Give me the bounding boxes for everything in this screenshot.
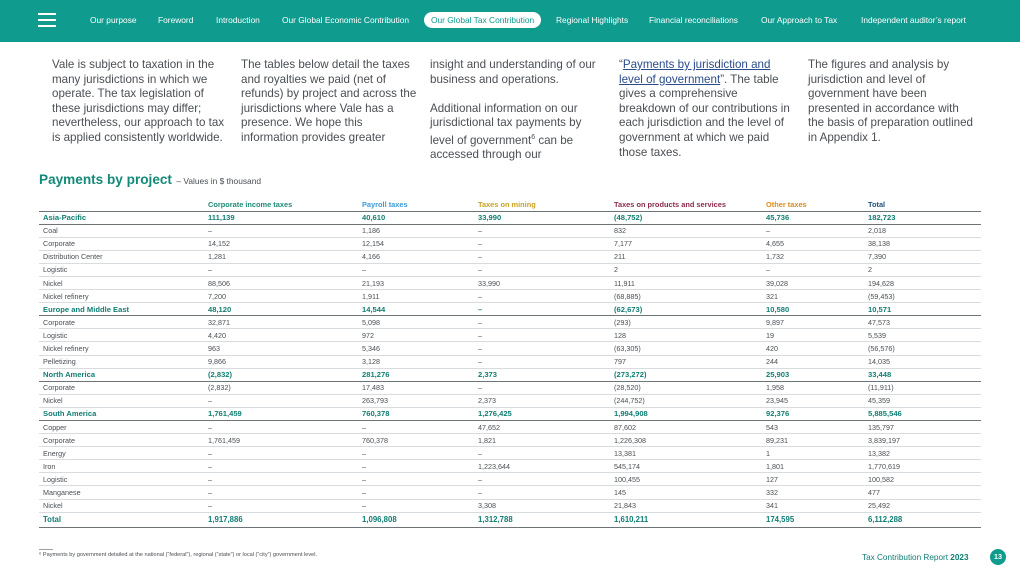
table-cell: – xyxy=(204,224,358,237)
row-label: Energy xyxy=(39,447,204,460)
table-cell: (293) xyxy=(610,316,762,329)
row-label: Corporate xyxy=(39,434,204,447)
table-cell: 2 xyxy=(610,263,762,276)
intro-column-4-text: ”. The table gives a comprehensive breakdown of our contributions in each jurisdiction and the level of government at which we paid those taxes. xyxy=(619,72,790,159)
table-cell: 127 xyxy=(762,473,864,486)
table-cell: – xyxy=(474,250,610,263)
row-label: Corporate xyxy=(39,381,204,394)
table-cell: 25,492 xyxy=(864,499,981,512)
table-cell: 45,736 xyxy=(762,211,864,224)
table-cell: – xyxy=(474,224,610,237)
table-cell: 14,544 xyxy=(358,303,474,316)
table-row xyxy=(39,499,981,512)
table-cell: 2,373 xyxy=(474,368,610,381)
nav-financial-reconciliations[interactable]: Financial reconciliations xyxy=(649,15,738,25)
row-label: Logistic xyxy=(39,473,204,486)
table-cell: 7,390 xyxy=(864,250,981,263)
row-label: Iron xyxy=(39,460,204,473)
top-navigation xyxy=(0,0,1020,42)
table-row xyxy=(39,394,981,407)
table-cell: 797 xyxy=(610,355,762,368)
row-label: Total xyxy=(39,512,204,527)
table-cell: – xyxy=(358,473,474,486)
table-cell: – xyxy=(474,355,610,368)
table-cell: 12,154 xyxy=(358,237,474,250)
table-cell: 477 xyxy=(864,486,981,499)
nav-regional-highlights[interactable]: Regional Highlights xyxy=(556,15,629,25)
payments-by-project-table xyxy=(39,199,981,528)
table-cell: – xyxy=(204,486,358,499)
table-cell: 33,990 xyxy=(474,276,610,289)
table-cell: (273,272) xyxy=(610,368,762,381)
table-cell: 7,177 xyxy=(610,237,762,250)
table-cell: – xyxy=(474,447,610,460)
table-cell: – xyxy=(358,499,474,512)
table-cell: 88,506 xyxy=(204,276,358,289)
table-cell: (48,752) xyxy=(610,211,762,224)
table-cell: 1,096,808 xyxy=(358,512,474,527)
table-row xyxy=(39,224,981,237)
intro-column-2: The tables below detail the taxes and royalties we paid (net of refunds) by project and across the jurisdictions where Vale has a presence. We hope this information provides greater xyxy=(241,58,417,144)
table-cell: (11,911) xyxy=(864,381,981,394)
table-cell: 111,139 xyxy=(204,211,358,224)
table-cell: 972 xyxy=(358,329,474,342)
menu-icon[interactable] xyxy=(38,13,56,27)
table-row xyxy=(39,434,981,447)
table-cell: 4,655 xyxy=(762,237,864,250)
table-cell: 3,128 xyxy=(358,355,474,368)
row-label: Copper xyxy=(39,421,204,434)
table-cell: – xyxy=(474,316,610,329)
table-cell: – xyxy=(204,447,358,460)
table-cell: – xyxy=(474,237,610,250)
table-cell: 1,226,308 xyxy=(610,434,762,447)
nav-independent-auditors-report[interactable]: Independent auditor’s report xyxy=(861,15,966,25)
page-number-badge: 13 xyxy=(990,549,1006,565)
table-cell: 14,152 xyxy=(204,237,358,250)
table-row xyxy=(39,355,981,368)
table-cell: 545,174 xyxy=(610,460,762,473)
table-cell: 1,761,459 xyxy=(204,407,358,420)
region-row xyxy=(39,211,981,224)
table-cell: – xyxy=(358,263,474,276)
table-cell: (244,752) xyxy=(610,394,762,407)
table-cell: 211 xyxy=(610,250,762,263)
row-label: Pelletizing xyxy=(39,355,204,368)
intro-column-4 xyxy=(619,58,795,160)
table-cell: 13,382 xyxy=(864,447,981,460)
row-label: Manganese xyxy=(39,486,204,499)
table-cell: 89,231 xyxy=(762,434,864,447)
table-cell: 92,376 xyxy=(762,407,864,420)
table-cell: – xyxy=(204,394,358,407)
report-title: Tax Contribution Report xyxy=(862,553,949,562)
nav-our-purpose[interactable]: Our purpose xyxy=(90,15,137,25)
table-cell: 3,308 xyxy=(474,499,610,512)
table-cell: 281,276 xyxy=(358,368,474,381)
table-cell: – xyxy=(474,342,610,355)
region-row xyxy=(39,407,981,420)
table-cell: 263,793 xyxy=(358,394,474,407)
table-cell: – xyxy=(358,486,474,499)
table-row xyxy=(39,447,981,460)
open-quote: “ xyxy=(619,58,623,71)
table-cell: 1,770,619 xyxy=(864,460,981,473)
table-row xyxy=(39,460,981,473)
table-cell: 128 xyxy=(610,329,762,342)
section-subtitle: – Values in $ thousand xyxy=(176,176,262,186)
table-cell: – xyxy=(204,421,358,434)
row-label: Corporate xyxy=(39,237,204,250)
row-label: Europe and Middle East xyxy=(39,303,204,316)
region-row xyxy=(39,368,981,381)
table-cell: 39,028 xyxy=(762,276,864,289)
table-cell: 135,797 xyxy=(864,421,981,434)
table-row xyxy=(39,486,981,499)
table-row xyxy=(39,473,981,486)
table-cell: 1,958 xyxy=(762,381,864,394)
table-cell: 1,911 xyxy=(358,290,474,303)
table-cell: 21,193 xyxy=(358,276,474,289)
table-cell: 5,539 xyxy=(864,329,981,342)
table-row xyxy=(39,342,981,355)
table-cell: (2,832) xyxy=(204,368,358,381)
table-cell: – xyxy=(204,473,358,486)
row-label: Nickel refinery xyxy=(39,342,204,355)
footnote-divider xyxy=(39,549,53,550)
nav-global-tax-contribution[interactable]: Our Global Tax Contribution xyxy=(424,12,541,28)
table-row xyxy=(39,276,981,289)
row-label: Coal xyxy=(39,224,204,237)
payments-by-jurisdiction-link[interactable]: Payments by jurisdiction and level of government xyxy=(619,58,771,86)
intro-column-3-para-1: insight and understanding of our business and operations. xyxy=(430,58,596,86)
table-cell: 33,448 xyxy=(864,368,981,381)
table-cell: 1,801 xyxy=(762,460,864,473)
intro-column-3-para-2-start: Additional information on our jurisdictional tax payments by level of government xyxy=(430,101,582,147)
nav-foreword[interactable]: Foreword xyxy=(158,15,194,25)
table-cell: (59,453) xyxy=(864,290,981,303)
table-row xyxy=(39,329,981,342)
table-row xyxy=(39,290,981,303)
table-cell: (62,673) xyxy=(610,303,762,316)
row-label: Nickel xyxy=(39,276,204,289)
table-cell: – xyxy=(474,473,610,486)
table-cell: – xyxy=(762,263,864,276)
table-cell: 4,166 xyxy=(358,250,474,263)
table-cell: 1,276,425 xyxy=(474,407,610,420)
row-label: Logistic xyxy=(39,329,204,342)
row-label: Distribution Center xyxy=(39,250,204,263)
footnote-ref-6[interactable]: 6 xyxy=(531,133,536,141)
table-cell: 1,821 xyxy=(474,434,610,447)
table-cell: (63,305) xyxy=(610,342,762,355)
total-row xyxy=(39,512,981,527)
table-cell: – xyxy=(474,303,610,316)
table-cell: – xyxy=(474,381,610,394)
row-label: Corporate xyxy=(39,316,204,329)
table-cell: 47,573 xyxy=(864,316,981,329)
table-cell: 1,994,908 xyxy=(610,407,762,420)
table-cell: (28,520) xyxy=(610,381,762,394)
table-cell: 19 xyxy=(762,329,864,342)
table-cell: 11,911 xyxy=(610,276,762,289)
table-cell: 7,200 xyxy=(204,290,358,303)
table-cell: 33,990 xyxy=(474,211,610,224)
header-taxes-on-mining: Taxes on mining xyxy=(474,199,610,211)
table-cell: 2,373 xyxy=(474,394,610,407)
table-row xyxy=(39,316,981,329)
row-label: Nickel xyxy=(39,499,204,512)
table-cell: 3,839,197 xyxy=(864,434,981,447)
table-cell: 1,732 xyxy=(762,250,864,263)
table-cell: 1,610,211 xyxy=(610,512,762,527)
nav-introduction[interactable]: Introduction xyxy=(216,15,260,25)
table-cell: 47,652 xyxy=(474,421,610,434)
table-row xyxy=(39,263,981,276)
table-cell: 38,138 xyxy=(864,237,981,250)
table-cell: 244 xyxy=(762,355,864,368)
table-cell: – xyxy=(358,421,474,434)
table-cell: – xyxy=(204,460,358,473)
table-cell: (68,885) xyxy=(610,290,762,303)
table-cell: – xyxy=(474,290,610,303)
table-cell: 760,378 xyxy=(358,434,474,447)
intro-column-5: The figures and analysis by jurisdiction and level of government have been presented in accordance with the basis of preparation outlined in Appendix 1. xyxy=(808,58,974,144)
header-taxes-on-products-and-services: Taxes on products and services xyxy=(610,199,762,211)
table-cell: 10,580 xyxy=(762,303,864,316)
table-cell: 760,378 xyxy=(358,407,474,420)
table-cell: 832 xyxy=(610,224,762,237)
table-cell: 174,595 xyxy=(762,512,864,527)
table-cell: 14,035 xyxy=(864,355,981,368)
table-cell: 332 xyxy=(762,486,864,499)
table-cell: 23,945 xyxy=(762,394,864,407)
table-cell: 321 xyxy=(762,290,864,303)
header-project xyxy=(39,199,204,211)
table-cell: 5,346 xyxy=(358,342,474,355)
table-cell: 48,120 xyxy=(204,303,358,316)
table-cell: 100,582 xyxy=(864,473,981,486)
row-label: Asia-Pacific xyxy=(39,211,204,224)
table-cell: 1,186 xyxy=(358,224,474,237)
table-cell: 32,871 xyxy=(204,316,358,329)
table-cell: 9,897 xyxy=(762,316,864,329)
table-header-row xyxy=(39,199,981,211)
nav-approach-to-tax[interactable]: Our Approach to Tax xyxy=(761,15,838,25)
table-cell: 6,112,288 xyxy=(864,512,981,527)
table-cell: 40,610 xyxy=(358,211,474,224)
table-cell: – xyxy=(474,329,610,342)
table-row xyxy=(39,421,981,434)
table-cell: 1,281 xyxy=(204,250,358,263)
table-cell: 963 xyxy=(204,342,358,355)
table-cell: 182,723 xyxy=(864,211,981,224)
section-title: Payments by project xyxy=(39,172,172,187)
section-heading xyxy=(39,171,261,189)
nav-global-economic-contribution[interactable]: Our Global Economic Contribution xyxy=(282,15,410,25)
table-cell: 5,098 xyxy=(358,316,474,329)
header-corporate-income-taxes: Corporate income taxes xyxy=(204,199,358,211)
table-cell: – xyxy=(204,499,358,512)
row-label: South America xyxy=(39,407,204,420)
table-cell: 1,312,788 xyxy=(474,512,610,527)
table-cell: 100,455 xyxy=(610,473,762,486)
table-cell: – xyxy=(474,263,610,276)
table-cell: 87,602 xyxy=(610,421,762,434)
intro-column-1: Vale is subject to taxation in the many jurisdictions in which we operate. The tax legislation of these jurisdictions may differ; nevertheless, our approach to tax is applied consistently worldwide. xyxy=(52,58,225,144)
header-payroll-taxes: Payroll taxes xyxy=(358,199,474,211)
table-cell: 13,381 xyxy=(610,447,762,460)
table-cell: – xyxy=(474,486,610,499)
table-cell: 1,917,886 xyxy=(204,512,358,527)
header-other-taxes: Other taxes xyxy=(762,199,864,211)
table-cell: 5,885,546 xyxy=(864,407,981,420)
table-row xyxy=(39,381,981,394)
table-cell: 25,903 xyxy=(762,368,864,381)
table-cell: 21,843 xyxy=(610,499,762,512)
table-cell: 9,866 xyxy=(204,355,358,368)
table-cell: (56,576) xyxy=(864,342,981,355)
table-row xyxy=(39,237,981,250)
table-cell: 4,420 xyxy=(204,329,358,342)
table-cell: (2,832) xyxy=(204,381,358,394)
table-cell: 17,483 xyxy=(358,381,474,394)
row-label: North America xyxy=(39,368,204,381)
table-cell: – xyxy=(204,263,358,276)
header-total: Total xyxy=(864,199,981,211)
table-cell: – xyxy=(358,460,474,473)
table-cell: 2,018 xyxy=(864,224,981,237)
table-cell: 1 xyxy=(762,447,864,460)
table-cell: 1,761,459 xyxy=(204,434,358,447)
table-cell: 145 xyxy=(610,486,762,499)
table-cell: 45,359 xyxy=(864,394,981,407)
table-cell: 1,223,644 xyxy=(474,460,610,473)
table-row xyxy=(39,250,981,263)
table-cell: 341 xyxy=(762,499,864,512)
report-year: 2023 xyxy=(950,553,969,562)
footnote: ⁶ Payments by government detailed at the national (“federal”), regional (“state”) or local (“city”) government level. xyxy=(39,552,318,558)
row-label: Logistic xyxy=(39,263,204,276)
table-cell: 420 xyxy=(762,342,864,355)
table-cell: 543 xyxy=(762,421,864,434)
report-name xyxy=(862,553,969,562)
table-cell: – xyxy=(358,447,474,460)
table-cell: 2 xyxy=(864,263,981,276)
table-cell: – xyxy=(762,224,864,237)
region-row xyxy=(39,303,981,316)
row-label: Nickel refinery xyxy=(39,290,204,303)
table-cell: 10,571 xyxy=(864,303,981,316)
intro-column-3 xyxy=(430,58,606,163)
table-body xyxy=(39,211,981,527)
intro-column-3-para-2-end: can be accessed through our xyxy=(430,133,574,162)
row-label: Nickel xyxy=(39,394,204,407)
table-cell: 194,628 xyxy=(864,276,981,289)
